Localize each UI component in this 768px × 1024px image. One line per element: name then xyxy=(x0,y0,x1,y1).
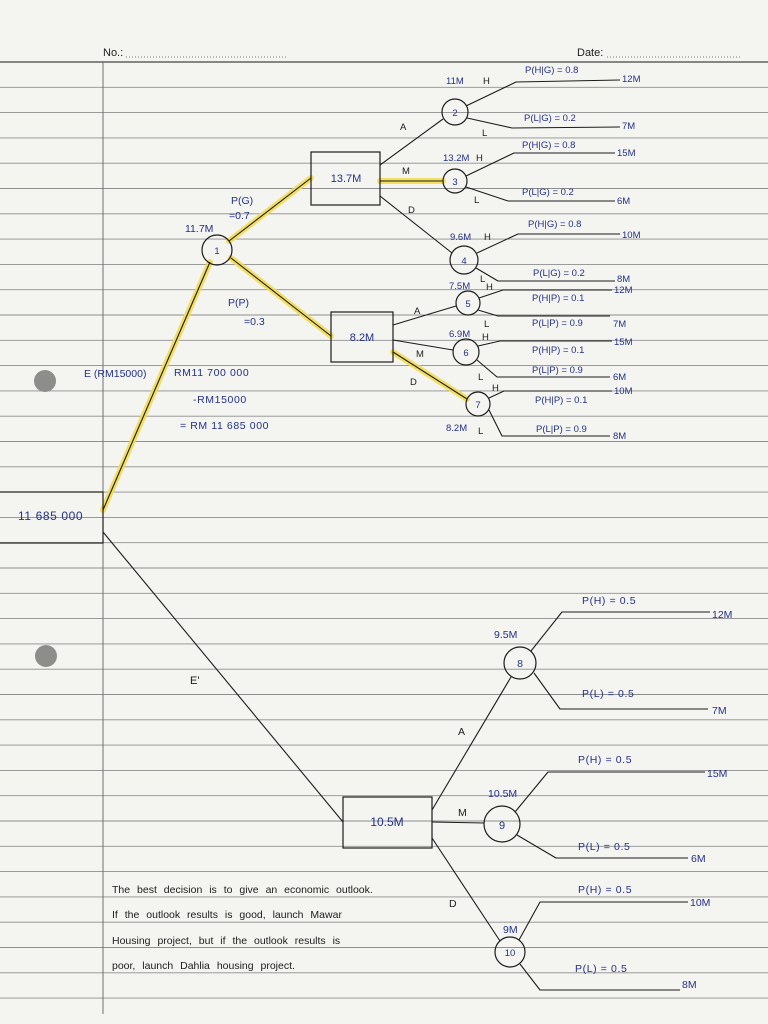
option-branch-m xyxy=(432,822,484,823)
high-probability: P(H) = 0.5 xyxy=(578,754,633,766)
high-label: H xyxy=(484,232,491,243)
low-probability: P(L) = 0.5 xyxy=(575,963,628,975)
node-number: 8 xyxy=(517,658,523,670)
low-probability: P(L|G) = 0.2 xyxy=(524,113,576,124)
chance-node-10 xyxy=(495,884,710,991)
high-payoff: 10M xyxy=(690,897,711,909)
expected-value: 6.9M xyxy=(449,329,471,340)
decision-value: 10.5M xyxy=(370,815,404,829)
high-label: H xyxy=(482,332,489,343)
high-branch xyxy=(531,612,710,651)
option-label-a: A xyxy=(414,306,421,317)
low-payoff: 6M xyxy=(691,853,706,865)
expected-value: 8.2M xyxy=(446,423,468,434)
low-label: L xyxy=(478,426,484,437)
high-payoff: 12M xyxy=(712,609,733,621)
chance-node-2 xyxy=(442,65,641,139)
node-number: 6 xyxy=(463,348,469,359)
low-probability: P(L|G) = 0.2 xyxy=(533,268,585,279)
expected-value: 9.6M xyxy=(450,232,472,243)
low-probability: P(L) = 0.5 xyxy=(578,841,631,853)
option-branch-a xyxy=(393,306,456,325)
branch-outlook xyxy=(103,262,210,510)
high-payoff: 15M xyxy=(614,337,633,348)
option-label-a: A xyxy=(400,122,407,133)
high-branch xyxy=(519,902,688,940)
prob-good-label: P(G) xyxy=(231,195,254,207)
high-branch xyxy=(477,234,620,253)
ruled-lines xyxy=(0,87,768,998)
high-payoff: 12M xyxy=(622,74,641,85)
expected-value: 11.7M xyxy=(185,223,214,235)
high-payoff: 15M xyxy=(617,148,636,159)
low-payoff: 6M xyxy=(613,372,627,383)
node-number: 3 xyxy=(452,177,458,188)
expected-value: 13.2M xyxy=(443,153,470,164)
chance-node-8 xyxy=(494,595,732,717)
chance-node-3 xyxy=(443,140,636,207)
conclusion-line: The best decision is to give an economic outlook. xyxy=(112,884,373,896)
expected-value: 9M xyxy=(503,924,518,936)
low-probability: P(L|P) = 0.9 xyxy=(536,424,587,435)
low-label: L xyxy=(484,319,490,330)
expected-value: 10.5M xyxy=(488,788,518,800)
low-probability: P(L) = 0.5 xyxy=(582,688,635,700)
node-number: 4 xyxy=(461,256,467,267)
expected-value: 9.5M xyxy=(494,629,518,641)
option-label-d: D xyxy=(410,377,417,388)
calc-line: = RM 11 685 000 xyxy=(180,420,270,432)
no-outlook-branch-label: E' xyxy=(190,675,200,687)
node-number: 10 xyxy=(504,948,516,959)
low-probability: P(L|P) = 0.9 xyxy=(532,365,583,376)
high-branch xyxy=(515,772,705,812)
expected-value: 11M xyxy=(446,76,464,87)
chance-node-4 xyxy=(450,219,641,285)
conclusion-line: Housing project, but if the outlook results is xyxy=(112,935,341,947)
option-label-a: A xyxy=(458,726,466,738)
calc-line: RM11 700 000 xyxy=(174,367,250,379)
option-branch-d xyxy=(432,838,500,941)
node-number: 2 xyxy=(452,108,458,119)
option-label-d: D xyxy=(408,205,415,216)
conclusion-line: poor, launch Dahlia housing project. xyxy=(112,960,295,972)
high-branch xyxy=(466,153,615,176)
option-branch-d xyxy=(380,196,452,253)
low-probability: P(L|P) = 0.9 xyxy=(532,318,583,329)
low-payoff: 7M xyxy=(712,705,727,717)
low-payoff: 8M xyxy=(617,274,631,285)
high-probability: P(H|P) = 0.1 xyxy=(535,395,588,406)
high-probability: P(H|G) = 0.8 xyxy=(528,219,582,230)
high-payoff: 15M xyxy=(707,768,728,780)
expected-value: 7.5M xyxy=(449,281,471,292)
high-probability: P(H) = 0.5 xyxy=(578,884,633,896)
high-probability: P(H) = 0.5 xyxy=(582,595,637,607)
prob-good-value: =0.7 xyxy=(229,210,250,222)
decision-value: 13.7M xyxy=(330,173,362,185)
page-header xyxy=(0,47,768,62)
prob-poor-label: P(P) xyxy=(228,297,249,309)
high-probability: P(H|G) = 0.8 xyxy=(522,140,576,151)
high-label: H xyxy=(476,153,483,164)
node-number: 1 xyxy=(214,246,220,257)
prob-poor-value: =0.3 xyxy=(244,316,265,328)
high-label: H xyxy=(486,282,493,293)
decision-node-no-outlook xyxy=(343,677,511,941)
decision-value: 8.2M xyxy=(349,332,375,344)
option-label-m: M xyxy=(402,166,410,177)
calc-line: -RM15000 xyxy=(193,394,247,406)
low-label: L xyxy=(480,274,486,285)
low-label: L xyxy=(474,195,480,206)
conclusion-line: If the outlook results is good, launch Mawar xyxy=(112,909,342,921)
high-payoff: 10M xyxy=(614,386,633,397)
high-probability: P(H|G) = 0.8 xyxy=(525,65,579,76)
low-payoff: 8M xyxy=(613,431,627,442)
decision-node-good-outlook xyxy=(311,119,452,253)
no-label: No.: xyxy=(103,47,124,59)
chance-node-6 xyxy=(449,329,633,383)
low-payoff: 7M xyxy=(613,319,627,330)
binder-hole xyxy=(35,645,57,667)
root-value: 11 685 000 xyxy=(18,509,84,523)
high-probability: P(H|P) = 0.1 xyxy=(532,345,585,356)
node-number: 5 xyxy=(465,299,471,310)
low-probability: P(L|G) = 0.2 xyxy=(522,187,574,198)
high-label: H xyxy=(483,76,490,87)
chance-node-7 xyxy=(446,383,633,442)
low-payoff: 7M xyxy=(622,121,636,132)
high-payoff: 10M xyxy=(622,230,641,241)
low-payoff: 8M xyxy=(682,979,697,991)
option-label-m: M xyxy=(416,349,424,360)
chance-node-1 xyxy=(185,195,265,328)
branch-no-outlook xyxy=(103,532,343,822)
high-payoff: 12M xyxy=(614,285,633,296)
chance-node-5 xyxy=(449,281,633,330)
binder-hole xyxy=(34,370,56,392)
option-branch-d xyxy=(393,352,467,399)
low-label: L xyxy=(482,128,488,139)
option-label-d: D xyxy=(449,898,457,910)
low-label: L xyxy=(478,372,484,383)
node-number: 7 xyxy=(475,400,481,411)
date-label: Date: xyxy=(577,47,604,59)
high-probability: P(H|P) = 0.1 xyxy=(532,293,585,304)
low-payoff: 6M xyxy=(617,196,631,207)
node-number: 9 xyxy=(498,820,506,832)
outlook-branch-label: E (RM15000) xyxy=(84,368,147,380)
option-branch-a xyxy=(380,119,443,165)
outlook-calculation xyxy=(84,367,269,432)
high-label: H xyxy=(492,383,499,394)
option-label-m: M xyxy=(458,807,467,819)
optimal-path-highlight xyxy=(103,178,467,510)
